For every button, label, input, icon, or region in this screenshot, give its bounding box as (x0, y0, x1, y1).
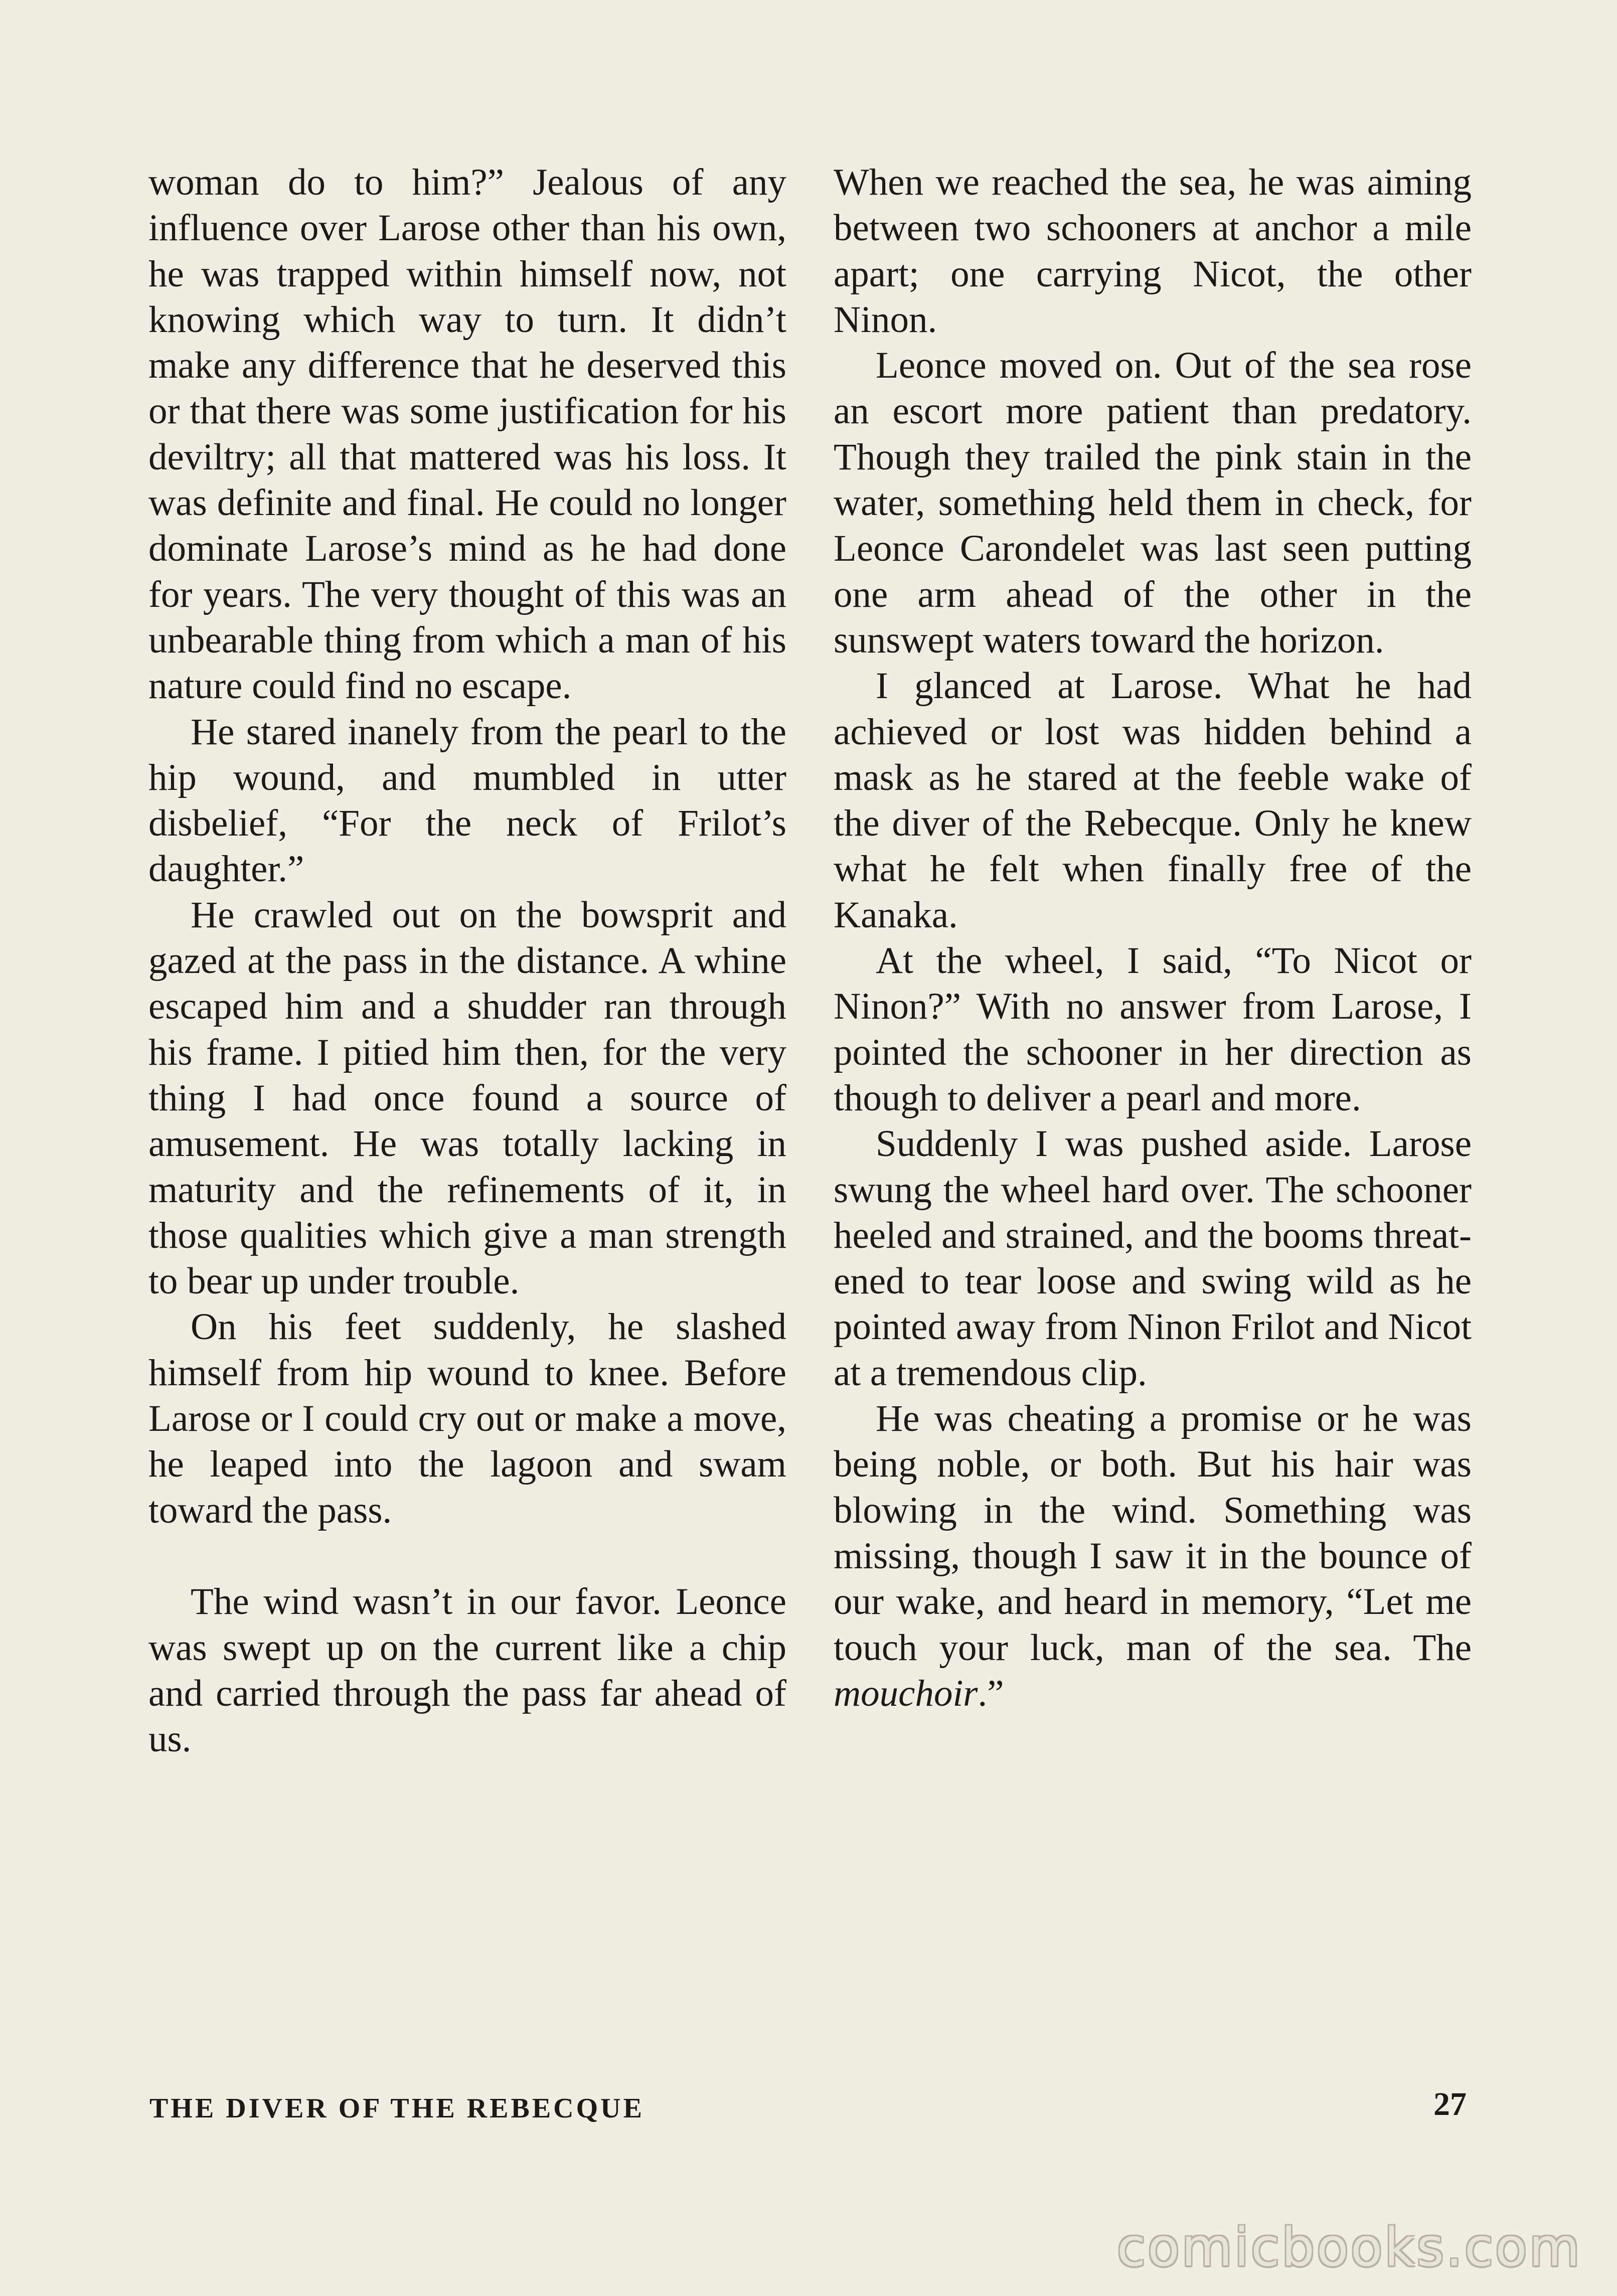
italic-word-mouchoir: mouchoir (834, 1672, 978, 1714)
left-text-column (148, 159, 786, 1762)
paragraph-left-3: He crawled out on the bowsprit and gazed at the pass in the distance. A whine escaped him and a shudder ran through his frame. I pitied him then, for the very thing I had once found a source of amusement. He was totally lacking in maturity and the refinements of it, in those qualities which give a man strength to bear up under trouble. (148, 894, 786, 1302)
site-watermark: comicbooks.com (1116, 2217, 1582, 2278)
paragraph-right-6-text: He was cheating a promise or he was being noble, or both. But his hair was blowing in the wind. Something was missing, though I saw it in the bounce of our wake, and heard in memory, “Let me touch your luck, man of the sea. The (834, 1398, 1472, 1669)
running-footer-title: THE DIVER OF THE REBECQUE (149, 2093, 644, 2124)
paragraph-left-4: On his feet suddenly, he slashed himself from hip wound to knee. Before Larose or I could cry out or make a move, he leaped into the lagoon and swam toward the pass. (148, 1306, 786, 1531)
paragraph-right-5: Suddenly I was pushed aside. Larose swung the wheel hard over. The schooner heeled and strained, and the booms threatened to tear loose and swing wild as he pointed away from Ninon Frilot and Nicot at a tremendous clip. (834, 1123, 1472, 1394)
paragraph-right-6-tail: .” (978, 1672, 1004, 1714)
page-number: 27 (1433, 2086, 1467, 2122)
paragraph-left-5: The wind wasn’t in our favor. Leonce was swept up on the current like a chip and carried through the pass far ahead of us. (148, 1581, 786, 1760)
paragraph-right-6 (834, 1396, 1472, 1716)
right-text-column (834, 159, 1472, 1716)
paragraph-right-4: At the wheel, I said, “To Nicot or Ninon?” With no answer from Larose, I pointed the schooner in her direction as though to deliver a pearl and more. (834, 940, 1472, 1119)
paragraph-left-1: woman do to him?” Jealous of any influence over Larose other than his own, he was trapped within himself now, not knowing which way to turn. It didn’t make any difference that he deserved this or that there was some justification for his deviltry; all that mattered was his loss. It was definite and final. He could no longer dominate Larose’s mind as he had done for years. The very thought of this was an unbearable thing from which a man of his nature could find no escape. (148, 161, 786, 707)
paragraph-right-1: When we reached the sea, he was aiming between two schooners at anchor a mile apart; one carrying Nicot, the other Ninon. (834, 161, 1472, 341)
paragraph-right-2: Leonce moved on. Out of the sea rose an escort more patient than predatory. Though they trailed the pink stain in the water, something held them in check, for Leonce Carondelet was last seen putting one arm ahead of the other in the sunswept waters toward the horizon. (834, 345, 1472, 661)
paragraph-right-3: I glanced at Larose. What he had achieved or lost was hidden behind a mask as he stared at the feeble wake of the diver of the Rebecque. Only he knew what he felt when finally free of the Kanaka. (834, 665, 1472, 936)
paragraph-left-2: He stared inanely from the pearl to the hip wound, and mumbled in utter disbelief, “For the neck of Frilot’s daughter.” (148, 711, 786, 890)
